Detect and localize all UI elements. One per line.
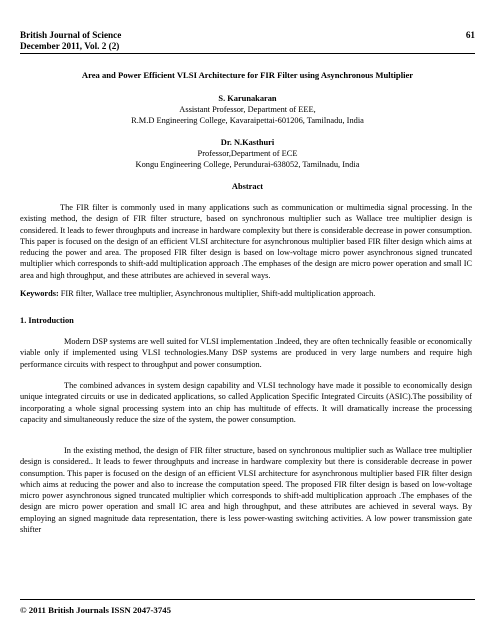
journal-name: British Journal of Science — [20, 30, 122, 40]
keywords — [20, 288, 475, 299]
footer-copyright: © 2011 British Journals ISSN 2047-3745 — [20, 605, 172, 615]
abstract-heading: Abstract — [231, 182, 264, 191]
header-rule — [20, 53, 475, 54]
author-role-1: Assistant Professor, Department of EEE, — [179, 105, 316, 114]
keywords-label: Keywords: — [20, 289, 59, 298]
section-heading-introduction: 1. Introduction — [20, 316, 74, 325]
author-role-2: Professor,Department of ECE — [197, 149, 298, 158]
page-number: 61 — [465, 30, 475, 40]
author-name-1: S. Karunakaran — [218, 94, 277, 103]
author-affiliation-1: R.M.D Engineering College, Kavaraipettai-601206, Tamilnadu, India — [131, 116, 364, 125]
abstract-text: The FIR filter is commonly used in many applications such as communication or multimedia signal processing. In the existing method, the design of FIR filter structure, based on synchronous multiplier such as Wallace tree multiplier design is considered. It leads to fewer throughputs and increase in hardware complexity but there is considerable decrease in power consumption. This paper is focused on the design of an efficient VLSI architecture for asynchronous multiplier based FIR filter design which aims at reducing the power and area. The proposed FIR filter design is based on low-voltage micro power asynchronous signed truncated multiplier which corresponds to shift-add multiplication approach .The emphases of the design are micro power operation and small IC area and high throughput, and these attributes are achieved in several ways. — [20, 203, 472, 280]
keywords-text: FIR filter, Wallace tree multiplier, Asynchronous multiplier, Shift-add multiplication approach. — [60, 289, 376, 298]
author-name-2: Dr. N.Kasthuri — [220, 138, 275, 147]
author-affiliation-2: Kongu Engineering College, Perundurai-638052, Tamilnadu, India — [135, 160, 360, 169]
intro-paragraph-2: The combined advances in system design capability and VLSI technology have made it possible to economically design unique integrated circuits or use in dedicated applications, so called Application Specific Integrated Circuits (ASIC).The possibility of incorporating a whole signal processing system into an chip has multitude of effects. It will dramatically increase the processing capacity and simultaneously reduce the size of the system, the power consumption. — [20, 381, 472, 424]
paper-title: Area and Power Efficient VLSI Architecture for FIR Filter using Asynchronous Multiplier — [81, 70, 414, 80]
intro-paragraph-1: Modern DSP systems are well suited for VLSI implementation .Indeed, they are often technically feasible or economically viable only if implemented using VLSI technologies.Many DSP systems are produced in very large numbers and require high performance circuits with respect to throughput and power consumption. — [20, 337, 472, 369]
intro-paragraph-3: In the existing method, the design of FIR filter structure, based on synchronous multiplier such as Wallace tree multiplier design is considered.. It leads to fewer throughputs and increase in hardware complexity but there is considerable decrease in power consumption. This paper is focused on the design of an efficient VLSI architecture for asynchronous multiplier based FIR filter design which aims at reducing the power and also to increase the computation speed. The proposed FIR filter design is based on low-voltage micro power asynchronous signed truncated multiplier which corresponds to shift-add multiplication approach .The emphases of the design are micro power operation and small IC area and high throughput, and these attributes are achieved in several ways. By employing an signed magnitude data representation, there is less power-wasting switching activities. A low power transmission gate shifter — [20, 446, 472, 535]
journal-issue: December 2011, Vol. 2 (2) — [20, 41, 120, 51]
footer-rule — [20, 599, 475, 600]
